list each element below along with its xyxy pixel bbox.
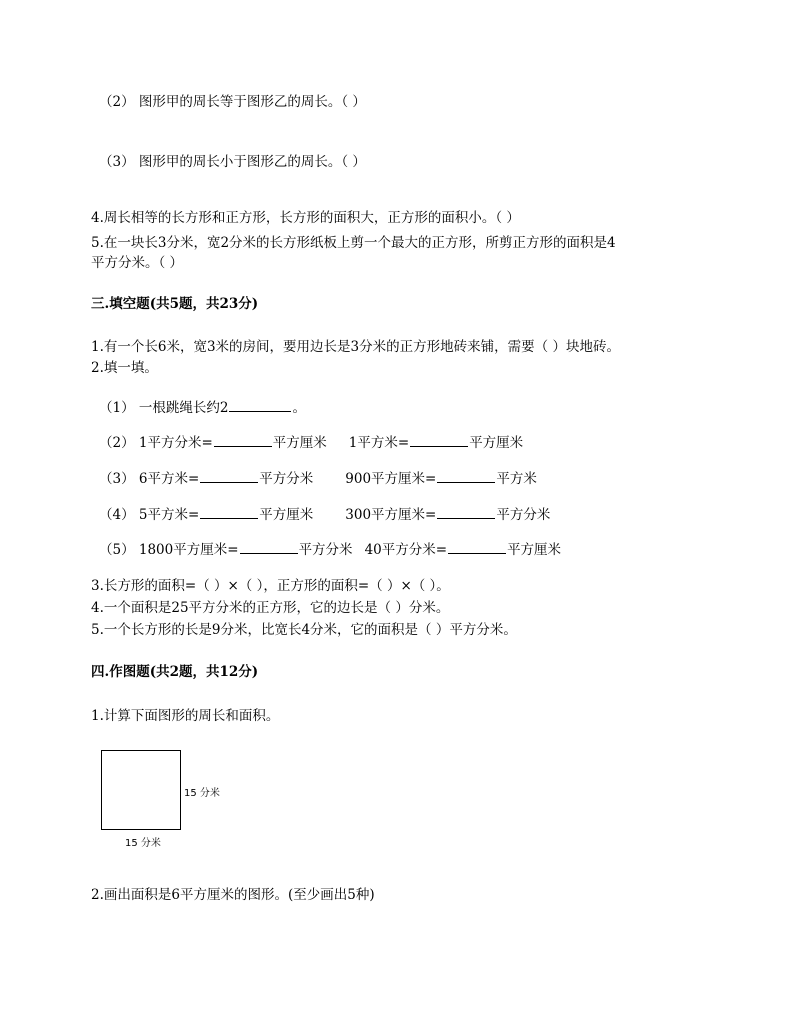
fill-q2-2-d: 平方厘米 <box>469 435 524 451</box>
fill-q2-2-c: 1平方米= <box>348 435 410 451</box>
answer-blank[interactable] <box>437 504 495 519</box>
fill-q2-5-d: 平方厘米 <box>507 542 562 558</box>
fill-q2: 2.填一填。 <box>91 360 158 376</box>
fill-q2-3-c: 900平方厘米= <box>345 471 437 487</box>
fill-q2-3-d: 平方米 <box>496 471 537 487</box>
fill-q2-5-b: 平方分米 <box>298 542 353 558</box>
answer-blank[interactable] <box>437 468 495 483</box>
draw-q1: 1.计算下面图形的周长和面积。 <box>91 708 280 724</box>
fill-q2-5-a: （5） 1800平方厘米= <box>99 542 239 558</box>
fill-q5: 5.一个长方形的长是9分米，比宽长4分米，它的面积是（ ）平方分米。 <box>91 622 517 638</box>
fill-q2-1 <box>99 397 306 418</box>
fill-q2-2 <box>99 432 523 453</box>
fill-q2-2-b: 平方厘米 <box>272 435 327 451</box>
answer-blank[interactable] <box>200 504 258 519</box>
fill-q2-4-d: 平方分米 <box>496 507 551 523</box>
square-side-label: 15 分米 <box>184 788 220 799</box>
square-bottom-label: 15 分米 <box>125 838 161 849</box>
answer-blank[interactable] <box>448 539 506 554</box>
fill-q2-5 <box>99 539 561 560</box>
fill-q2-5-c: 40平方分米= <box>364 542 448 558</box>
judge-item-5-line2: 平方分米。（ ） <box>91 255 184 271</box>
answer-blank[interactable] <box>410 432 468 447</box>
judge-item-5-line1: 5.在一块长3分米，宽2分米的长方形纸板上剪一个最大的正方形，所剪正方形的面积是4 <box>91 235 616 251</box>
draw-q2: 2.画出面积是6平方厘米的图形。(至少画出5种) <box>91 887 375 903</box>
fill-q2-4 <box>99 504 550 525</box>
fill-q2-3-a: （3） 6平方米= <box>99 471 200 487</box>
fill-q2-1-label: （1） 一根跳绳长约2 <box>99 400 229 416</box>
fill-q2-3 <box>99 468 537 489</box>
fill-q2-4-b: 平方厘米 <box>259 507 314 523</box>
judge-item-4: 4.周长相等的长方形和正方形，长方形的面积大，正方形的面积小。（ ） <box>91 210 520 226</box>
judge-item-2: （2） 图形甲的周长等于图形乙的周长。（ ） <box>99 94 366 110</box>
section-4-heading: 四.作图题(共2题，共12分) <box>91 664 259 680</box>
fill-q2-1-suffix: 。 <box>292 400 306 416</box>
fill-q3: 3.长方形的面积=（ ）×（ ），正方形的面积=（ ）×（ ）。 <box>91 578 450 594</box>
answer-blank[interactable] <box>200 468 258 483</box>
fill-q2-3-b: 平方分米 <box>259 471 314 487</box>
fill-q2-4-c: 300平方厘米= <box>345 507 437 523</box>
fill-q1: 1.有一个长6米，宽3米的房间，要用边长是3分米的正方形地砖来铺，需要（ ）块地砖。 <box>91 339 620 355</box>
section-3-heading: 三.填空题(共5题，共23分) <box>91 296 259 312</box>
fill-q2-2-a: （2） 1平方分米= <box>99 435 213 451</box>
answer-blank[interactable] <box>229 397 291 412</box>
judge-item-3: （3） 图形甲的周长小于图形乙的周长。（ ） <box>99 154 366 170</box>
answer-blank[interactable] <box>240 539 298 554</box>
answer-blank[interactable] <box>214 432 272 447</box>
fill-q2-4-a: （4） 5平方米= <box>99 507 200 523</box>
fill-q4: 4.一个面积是25平方分米的正方形，它的边长是（ ）分米。 <box>91 600 450 616</box>
square-figure <box>101 750 181 830</box>
